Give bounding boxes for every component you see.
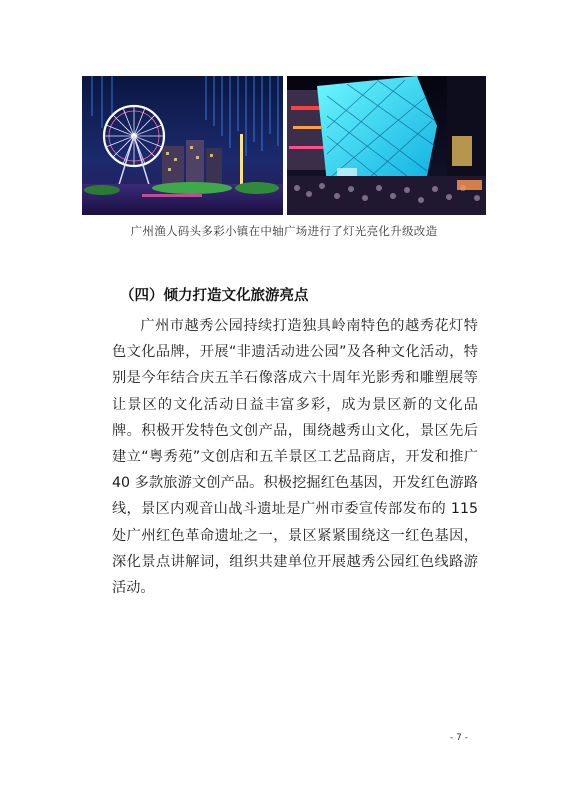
ferris-wheel-photo bbox=[82, 76, 283, 215]
section-paragraph: 广州市越秀公园持续打造独具岭南特色的越秀花灯特色文化品牌，开展“非遗活动进公园”及各种文化活动，特别是今年结合庆五羊石像落成六十周年光影秀和雕塑展等让景区的文化活动日益丰富多彩，成为景区新的文化品牌。积极开发特色文创产品，围绕越秀山文化，景区先后建立“粤秀苑”文创店和五羊景区工艺品商店，开发和推广 40 多款旅游文创产品。积极挖掘红色基因，开发红色游路线，景区内观音山战斗遗址是广州市委宣传部发布的 115 处广州红色革命遗址之一，景区紧紧围绕这一红色基因，深化景点讲解词，组织共建单位开展越秀公园红色线路游活动。 bbox=[112, 318, 478, 597]
photo-pair bbox=[82, 76, 486, 215]
lit-building-photo bbox=[287, 76, 486, 215]
section-heading: （四）倾力打造文化旅游亮点 bbox=[120, 288, 309, 304]
photo-caption: 广州渔人码头多彩小镇在中轴广场进行了灯光亮化升级改造 bbox=[130, 224, 438, 238]
page-number: - 7 - bbox=[450, 733, 468, 743]
